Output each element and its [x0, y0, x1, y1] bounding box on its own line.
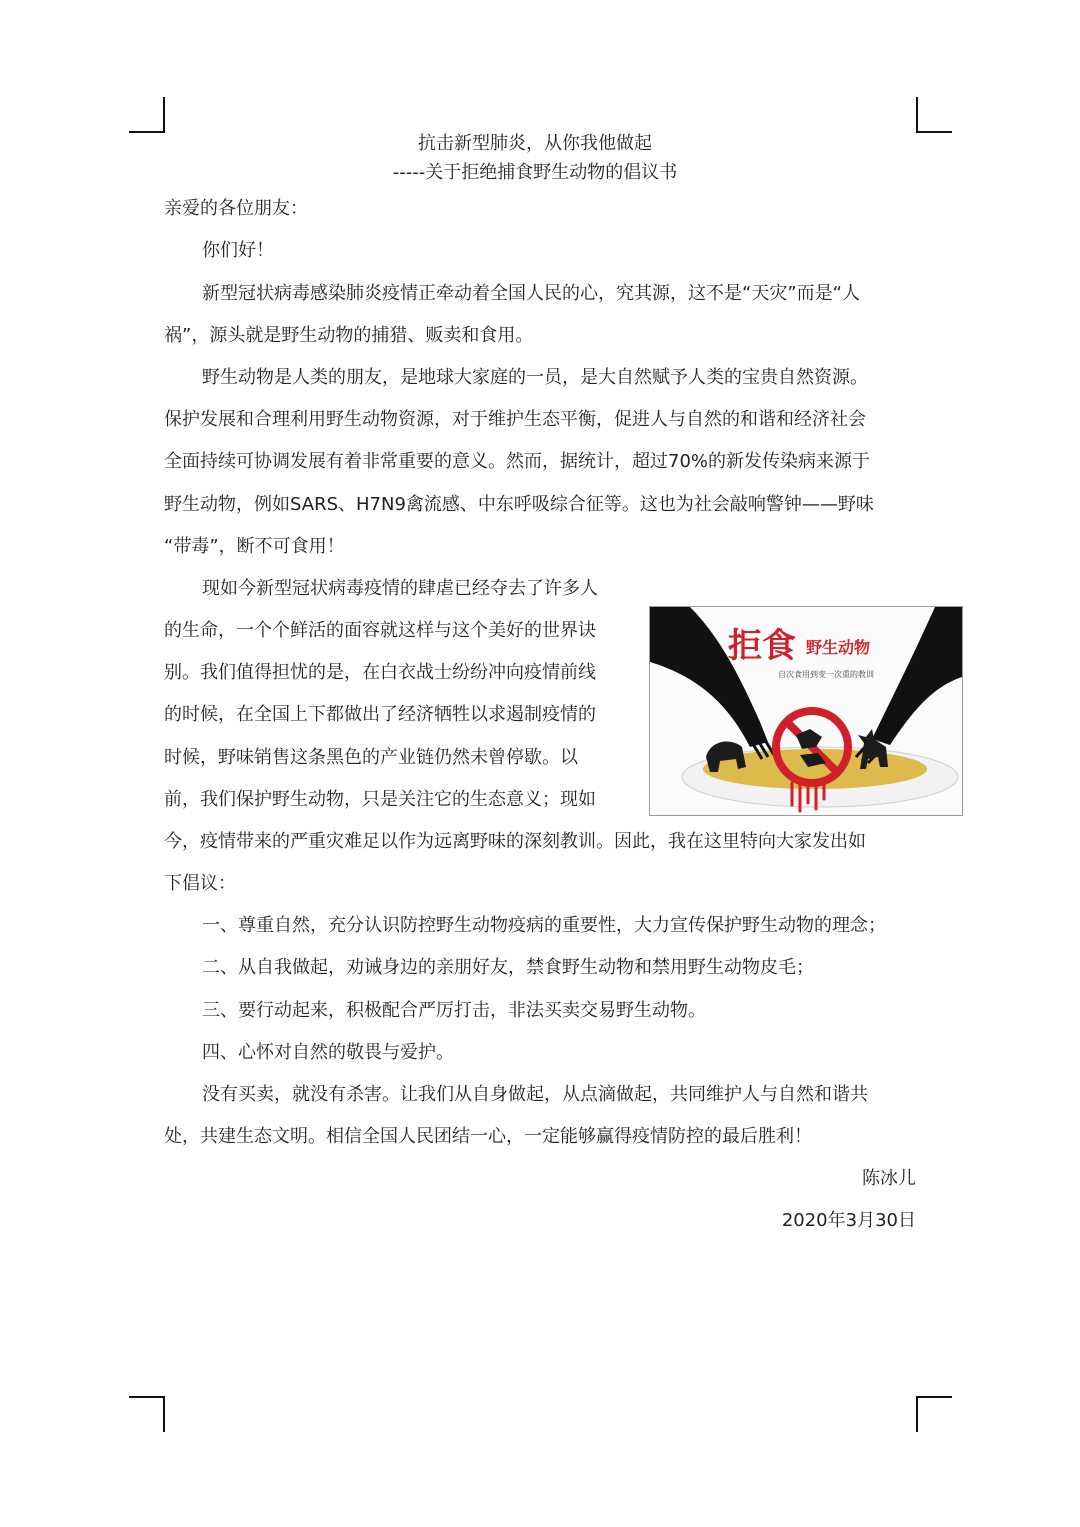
- paragraph-3-line: 的时候，在全国上下都做出了经济牺牲以求遏制疫情的: [164, 704, 596, 725]
- paragraph-2-line: “带毒”，断不可食用！: [164, 536, 345, 557]
- closing-line: 没有买卖，就没有杀害。让我们从自身做起，从点滴做起，共同维护人与自然和谐共: [202, 1084, 868, 1105]
- poster-subhead: 野生动物: [806, 638, 871, 657]
- poster-tagline: 自次食用到变一次重的教训: [778, 670, 874, 679]
- document-subtitle: -----关于拒绝捕食野生动物的倡议书: [392, 162, 678, 183]
- crop-mark-top-right: [916, 97, 952, 133]
- proposal-item: 四、心怀对自然的敬畏与爱护。: [202, 1042, 454, 1063]
- crop-mark-top-left: [129, 97, 165, 133]
- paragraph-3-line: 今，疫情带来的严重灾难足以作为远离野味的深刻教训。因此，我在这里特向大家发出如: [164, 831, 866, 852]
- closing-line: 处，共建生态文明。相信全国人民团结一心，一定能够赢得疫情防控的最后胜利！: [164, 1126, 812, 1147]
- document-title: 抗击新型肺炎，从你我他做起: [418, 133, 652, 154]
- paragraph-2-line: 野生动物，例如SARS、H7N9禽流感、中东呼吸综合征等。这也为社会敲响警钟——野味: [164, 494, 874, 515]
- anti-wildlife-eating-poster: [649, 606, 963, 816]
- greeting: 你们好！: [202, 240, 274, 261]
- paragraph-3-line: 时候，野味销售这条黑色的产业链仍然未曾停歇。以: [164, 747, 578, 768]
- proposal-item: 一、尊重自然，充分认识防控野生动物疫病的重要性，大力宣传保护野生动物的理念；: [202, 915, 886, 936]
- paragraph-3-line: 别。我们值得担忧的是，在白衣战士纷纷冲向疫情前线: [164, 662, 596, 683]
- paragraph-1-line: 祸”，源头就是野生动物的捕猎、贩卖和食用。: [164, 325, 534, 346]
- crop-mark-bottom-right: [916, 1396, 952, 1432]
- paragraph-1-line: 新型冠状病毒感染肺炎疫情正牵动着全国人民的心，究其源，这不是“天灾”而是“人: [202, 283, 860, 304]
- paragraph-2-line: 保护发展和合理利用野生动物资源，对于维护生态平衡，促进人与自然的和谐和经济社会: [164, 409, 866, 430]
- proposal-item: 三、要行动起来，积极配合严厉打击，非法买卖交易野生动物。: [202, 1000, 706, 1021]
- paragraph-3-line: 现如今新型冠状病毒疫情的肆虐已经夺去了许多人: [202, 578, 598, 599]
- salutation: 亲爱的各位朋友：: [164, 198, 308, 219]
- paragraph-2-line: 野生动物是人类的朋友，是地球大家庭的一员，是大自然赋予人类的宝贵自然资源。: [202, 367, 868, 388]
- signature: 陈冰儿: [862, 1168, 916, 1189]
- paragraph-3-line: 前，我们保护野生动物，只是关注它的生态意义；现如: [164, 789, 596, 810]
- proposal-item: 二、从自我做起，劝诫身边的亲朋好友，禁食野生动物和禁用野生动物皮毛；: [202, 957, 814, 978]
- date: 2020年3月30日: [781, 1210, 916, 1231]
- crop-mark-bottom-left: [129, 1396, 165, 1432]
- right-fork-hand-icon: [872, 607, 962, 745]
- paragraph-3-line: 下倡议：: [164, 873, 236, 894]
- paragraph-3-line: 的生命，一个个鲜活的面容就这样与这个美好的世界诀: [164, 620, 596, 641]
- poster-illustration: [650, 607, 962, 815]
- poster-headline: 拒食: [728, 626, 796, 666]
- paragraph-2-line: 全面持续可协调发展有着非常重要的意义。然而，据统计，超过70%的新发传染病来源于: [164, 451, 871, 472]
